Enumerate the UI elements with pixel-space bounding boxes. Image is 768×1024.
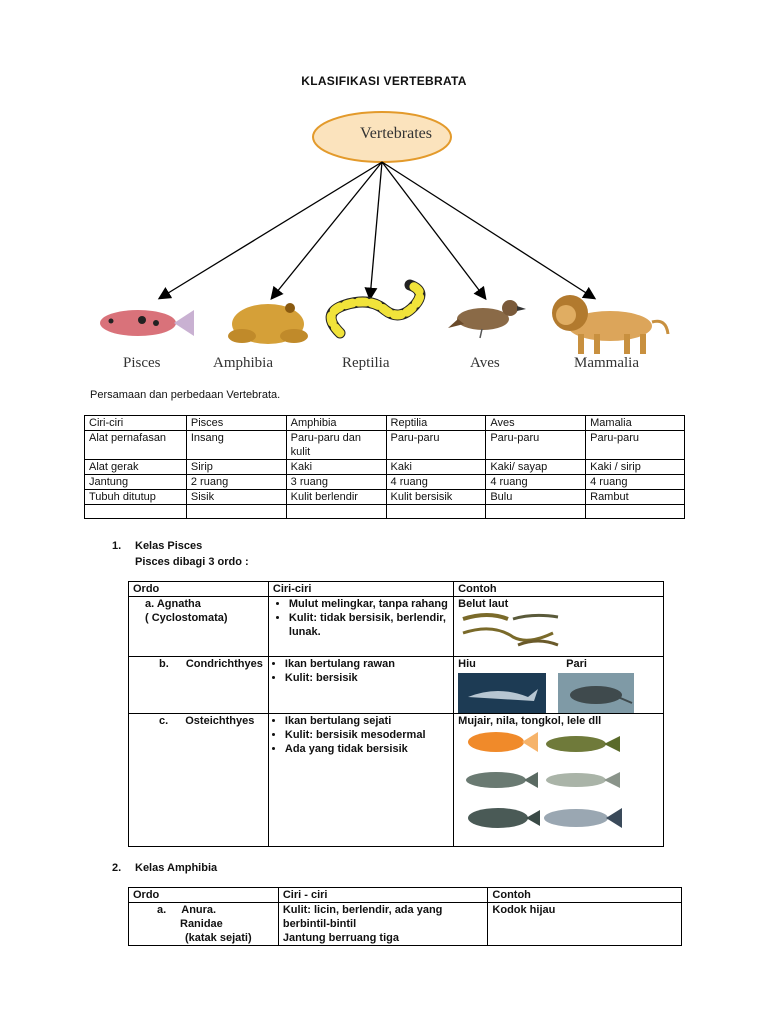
contoh-label: Belut laut [458,598,509,610]
table-cell: Kaki / sirip [586,460,685,475]
ordo-name: Osteichthyes [185,715,255,727]
table-cell: Jantung [85,475,187,490]
ciri-item: Kulit: licin, berlendir, ada yang berbintil-bintil [282,904,443,930]
table-cell: Paru-paru [386,431,486,460]
table-cell: 3 ruang [286,475,386,490]
ciri-list [273,597,449,639]
bird-icon [448,300,526,338]
table-cell: 4 ruang [386,475,486,490]
ordo-alt: ( Cyclostomata) [145,612,228,624]
header-cell: Ordo [129,582,269,597]
group-label-amphibia: Amphibia [213,355,273,371]
header-cell: Ordo [129,888,279,903]
section-heading: Kelas Amphibia [135,862,218,874]
table-row [85,475,685,490]
ordo-name: Agnatha [156,598,201,610]
arrows [160,162,594,298]
ordo-name: Anura. [181,904,217,916]
table-cell: Kulit berlendir [286,490,386,505]
header-cell: Pisces [186,416,286,431]
table-cell: Bulu [486,490,586,505]
header-cell: Contoh [488,888,682,903]
ordo-letter: c. [159,715,169,727]
snake-icon [331,285,420,333]
ciri-item: • Kulit: bersisik [285,671,449,685]
table-cell: 4 ruang [486,475,586,490]
fish-icon [100,310,194,336]
table-cell: Paru-paru [486,431,586,460]
table-cell: Kulit bersisik [386,490,486,505]
table-cell: 2 ruang [186,475,286,490]
ciri-item: • Kulit: bersisik mesodermal [285,728,449,742]
ciri-item: • Ikan bertulang sejati [285,714,449,728]
ciri-item: Jantung berruang tiga [282,932,399,944]
section-number: 2. [112,862,122,874]
table-row [129,657,664,714]
ordo-family: Ranidae [180,918,223,930]
ciri-item: • Kulit: tidak bersisik, berlendir, lunak. [289,611,449,639]
table-cell: Paru-paru dan kulit [286,431,386,460]
pisces-table [128,581,664,847]
bony-fish-images [458,728,628,838]
table-cell: Kaki/ sayap [486,460,586,475]
contoh-label: Kodok hijau [488,903,682,946]
table-row-empty [85,505,685,519]
table-row [85,431,685,460]
header-cell: Contoh [454,582,664,597]
frog-icon [228,303,308,344]
table-header-row [129,582,664,597]
table-header-row [129,888,682,903]
ordo-name: Condrichthyes [185,658,263,670]
header-cell: Ciri-ciri [268,582,453,597]
group-label-aves: Aves [470,355,500,371]
contoh-label-2: Pari [566,658,587,670]
contoh-label: Mujair, nila, tongkol, lele dll [458,715,602,727]
header-cell: Ciri-ciri [85,416,187,431]
ciri-list [273,714,449,756]
table-cell: Sisik [186,490,286,505]
ciri-list [273,657,449,685]
ordo-letter: b. [159,658,169,670]
header-cell: Reptilia [386,416,486,431]
table-cell: Alat pernafasan [85,431,187,460]
ordo-common: (katak sejati) [185,932,252,944]
table-header-row [85,416,685,431]
header-cell: Aves [486,416,586,431]
table-row [85,460,685,475]
table-cell: Kaki [286,460,386,475]
group-label-reptilia: Reptilia [342,355,390,371]
eel-image [458,611,568,651]
comparison-table [84,415,685,519]
table-cell: Tubuh ditutup [85,490,187,505]
table-cell: Paru-paru [586,431,685,460]
table-cell: Sirip [186,460,286,475]
page-title: KLASIFIKASI VERTEBRATA [301,74,467,88]
ciri-item: • Ikan bertulang rawan [285,657,449,671]
table-row [129,714,664,847]
header-cell: Mamalia [586,416,685,431]
root-label: Vertebrates [360,125,432,142]
contoh-label: Hiu [458,658,476,670]
table-cell: 4 ruang [586,475,685,490]
amphibia-table [128,887,682,946]
group-label-mammalia: Mammalia [574,355,639,371]
table-cell: Alat gerak [85,460,187,475]
ordo-letter: a. [145,598,155,610]
table-row [129,903,682,946]
group-label-pisces: Pisces [123,355,161,371]
header-cell: Amphibia [286,416,386,431]
section-subheading: Pisces dibagi 3 ordo : [135,556,249,568]
ciri-item: • Mulut melingkar, tanpa rahang [289,597,449,611]
table-row [129,597,664,657]
ray-image [558,673,634,713]
ordo-letter: a. [157,904,167,916]
table-cell: Kaki [386,460,486,475]
section-heading: Kelas Pisces [135,540,203,552]
shark-image [458,673,546,713]
lion-icon [552,295,668,354]
section-number: 1. [112,540,122,552]
ciri-item: • Ada yang tidak bersisik [285,742,449,756]
vertebrate-diagram [90,108,680,378]
table-cell: Insang [186,431,286,460]
table-row [85,490,685,505]
comparison-heading: Persamaan dan perbedaan Vertebrata. [90,389,281,401]
header-cell: Ciri - ciri [278,888,488,903]
table-cell: Rambut [586,490,685,505]
